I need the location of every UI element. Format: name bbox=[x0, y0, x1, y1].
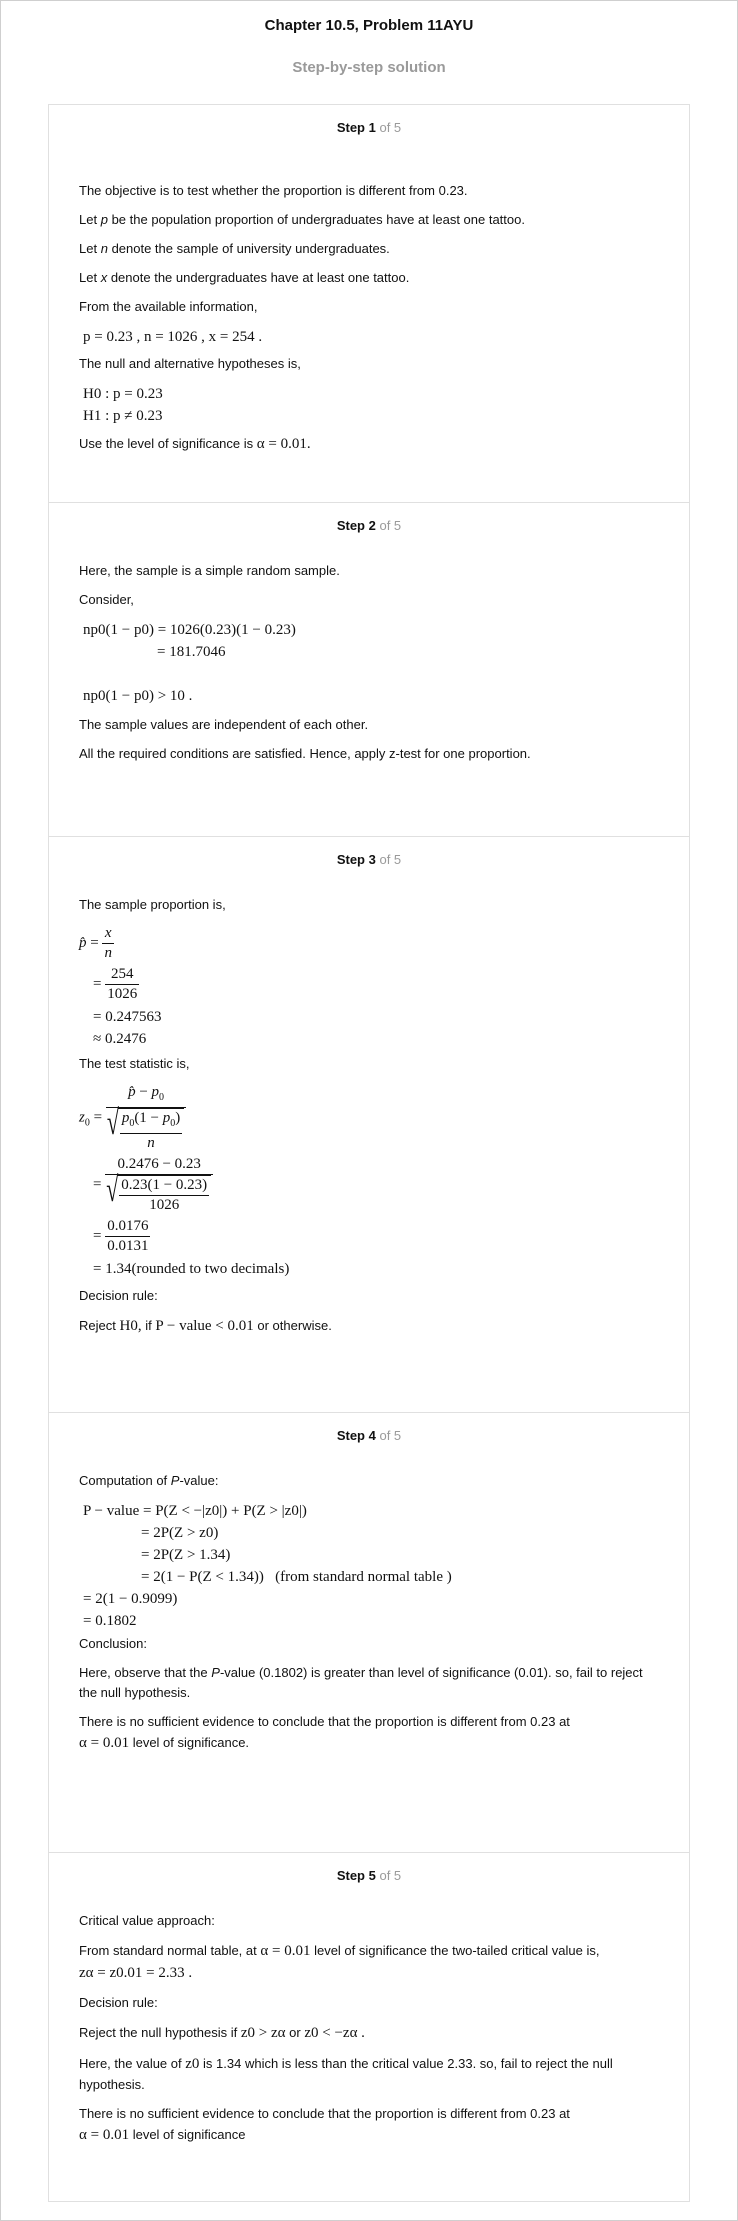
step1-let-n: Let n denote the sample of university undergraduates. bbox=[79, 241, 390, 256]
step4-conclusion-text: Here, observe that the P-value (0.1802) is greater than level of significance (0.01). so, fail to reject the null hypothesis. bbox=[79, 1665, 643, 1700]
step5-decision-rule: Decision rule: bbox=[79, 1995, 158, 2010]
step1-h1: H1 : p ≠ 0.23 bbox=[83, 408, 163, 424]
step1-alpha-line: Use the level of significance is α = 0.01. bbox=[79, 436, 311, 452]
step4-no-evidence: There is no sufficient evidence to conclude that the proportion is different from 0.23 at α = 0.01 level of significance. bbox=[79, 1714, 570, 1751]
page-subtitle: Step-by-step solution bbox=[292, 59, 446, 76]
step4-conclusion-label: Conclusion: bbox=[79, 1636, 147, 1651]
step2-srs: Here, the sample is a simple random sample. bbox=[79, 563, 340, 578]
step1-hyp-intro: The null and alternative hypotheses is, bbox=[79, 356, 301, 371]
step-2-header: Step 2 of 5 bbox=[336, 518, 402, 533]
step1-h0: H0 : p = 0.23 bbox=[83, 386, 163, 402]
step-4-header: Step 4 of 5 bbox=[336, 1428, 402, 1443]
step3-phat-val: = 0.247563 bbox=[93, 1009, 162, 1025]
step2-np-result: = 181.7046 bbox=[157, 644, 226, 660]
step1-let-x: Let x denote the undergraduates have at least one tattoo. bbox=[79, 270, 410, 285]
step5-no-evidence: There is no sufficient evidence to conclude that the proportion is different from 0.23 at α = 0.01 level of significance bbox=[79, 2106, 570, 2143]
step-5-header: Step 5 of 5 bbox=[336, 1868, 402, 1883]
step-3-header: Step 3 of 5 bbox=[336, 852, 402, 867]
step2-consider: Consider, bbox=[79, 592, 134, 607]
step3-decision-rule: Decision rule: bbox=[79, 1288, 158, 1303]
step3-z-sub: = 0.2476 − 0.23 √ $\frac{0.23(1 - 0.23)}{1026}$ bbox=[79, 1155, 659, 1215]
step2-np-calc: np0(1 − p0) = 1026(0.23)(1 − 0.23) bbox=[83, 622, 296, 638]
step5-reject-line: Reject the null hypothesis if z0 > zα or z0 < −zα . bbox=[79, 2025, 365, 2041]
page-title: Chapter 10.5, Problem 11AYU bbox=[264, 17, 474, 34]
step3-z-result: = 1.34(rounded to two decimals) bbox=[93, 1261, 290, 1277]
step4-pval-row6: = 0.1802 bbox=[83, 1613, 137, 1629]
step1-available: From the available information, bbox=[79, 299, 258, 314]
step2-conditions: All the required conditions are satisfied. Hence, apply z-test for one proportion. bbox=[79, 746, 531, 761]
step-2 bbox=[49, 503, 689, 837]
step4-pval-row3: = 2P(Z > 1.34) bbox=[141, 1547, 231, 1563]
step3-phat-approx: ≈ 0.2476 bbox=[93, 1031, 147, 1047]
step4-pval-row1: P − value = P(Z < −|z0|) + P(Z > |z0|) bbox=[83, 1503, 307, 1519]
step5-value-line: Here, the value of z0 is 1.34 which is less than the critical value 2.33. so, fail to reject the null hypothesis. bbox=[79, 2056, 613, 2092]
step3-test-stat-intro: The test statistic is, bbox=[79, 1056, 190, 1071]
step1-given-math: p = 0.23 , n = 1026 , x = 254 . bbox=[83, 329, 263, 345]
step3-z-frac: = $\frac{0.0176}{0.0131}$ bbox=[93, 1218, 149, 1254]
step2-independent: The sample values are independent of each other. bbox=[79, 717, 369, 732]
step3-z-formula: $z_0$ = p̂ − $p_0$ √ $\frac{p_0(1 - p_0)}{n}$ bbox=[79, 1083, 659, 1153]
step4-computation: Computation of P-value: bbox=[79, 1473, 219, 1488]
step-4 bbox=[49, 1413, 689, 1853]
step5-critical-approach: Critical value approach: bbox=[79, 1913, 215, 1928]
step3-sample-prop: The sample proportion is, bbox=[79, 897, 226, 912]
step4-pval-row2: = 2P(Z > z0) bbox=[141, 1525, 219, 1541]
step1-let-p: Let p be the population proportion of undergraduates have at least one tattoo. bbox=[79, 212, 525, 227]
step3-phat-sub: = $\frac{254}{1026}$ bbox=[93, 966, 138, 1002]
step-3 bbox=[49, 837, 689, 1413]
step4-pval-row5: = 2(1 − 0.9099) bbox=[83, 1591, 178, 1607]
step-5 bbox=[49, 1853, 689, 2201]
step2-np-condition: np0(1 − p0) > 10 . bbox=[83, 688, 193, 704]
step3-phat-formula: p̂ = $\frac{x}{n}$ bbox=[79, 925, 112, 961]
step5-table-line: From standard normal table, at α = 0.01 level of significance the two-tailed critical value is, zα = z0.01 = 2.33 . bbox=[79, 1943, 600, 1981]
step-1-header: Step 1 of 5 bbox=[336, 120, 402, 135]
step3-reject-line: Reject H0, if P − value < 0.01 or otherwise. bbox=[79, 1318, 332, 1334]
step-1 bbox=[49, 105, 689, 503]
step1-objective: The objective is to test whether the proportion is different from 0.23. bbox=[79, 183, 468, 198]
step4-pval-row4: = 2(1 − P(Z < 1.34)) (from standard normal table ) bbox=[141, 1569, 452, 1585]
solution-steps bbox=[48, 104, 690, 2202]
